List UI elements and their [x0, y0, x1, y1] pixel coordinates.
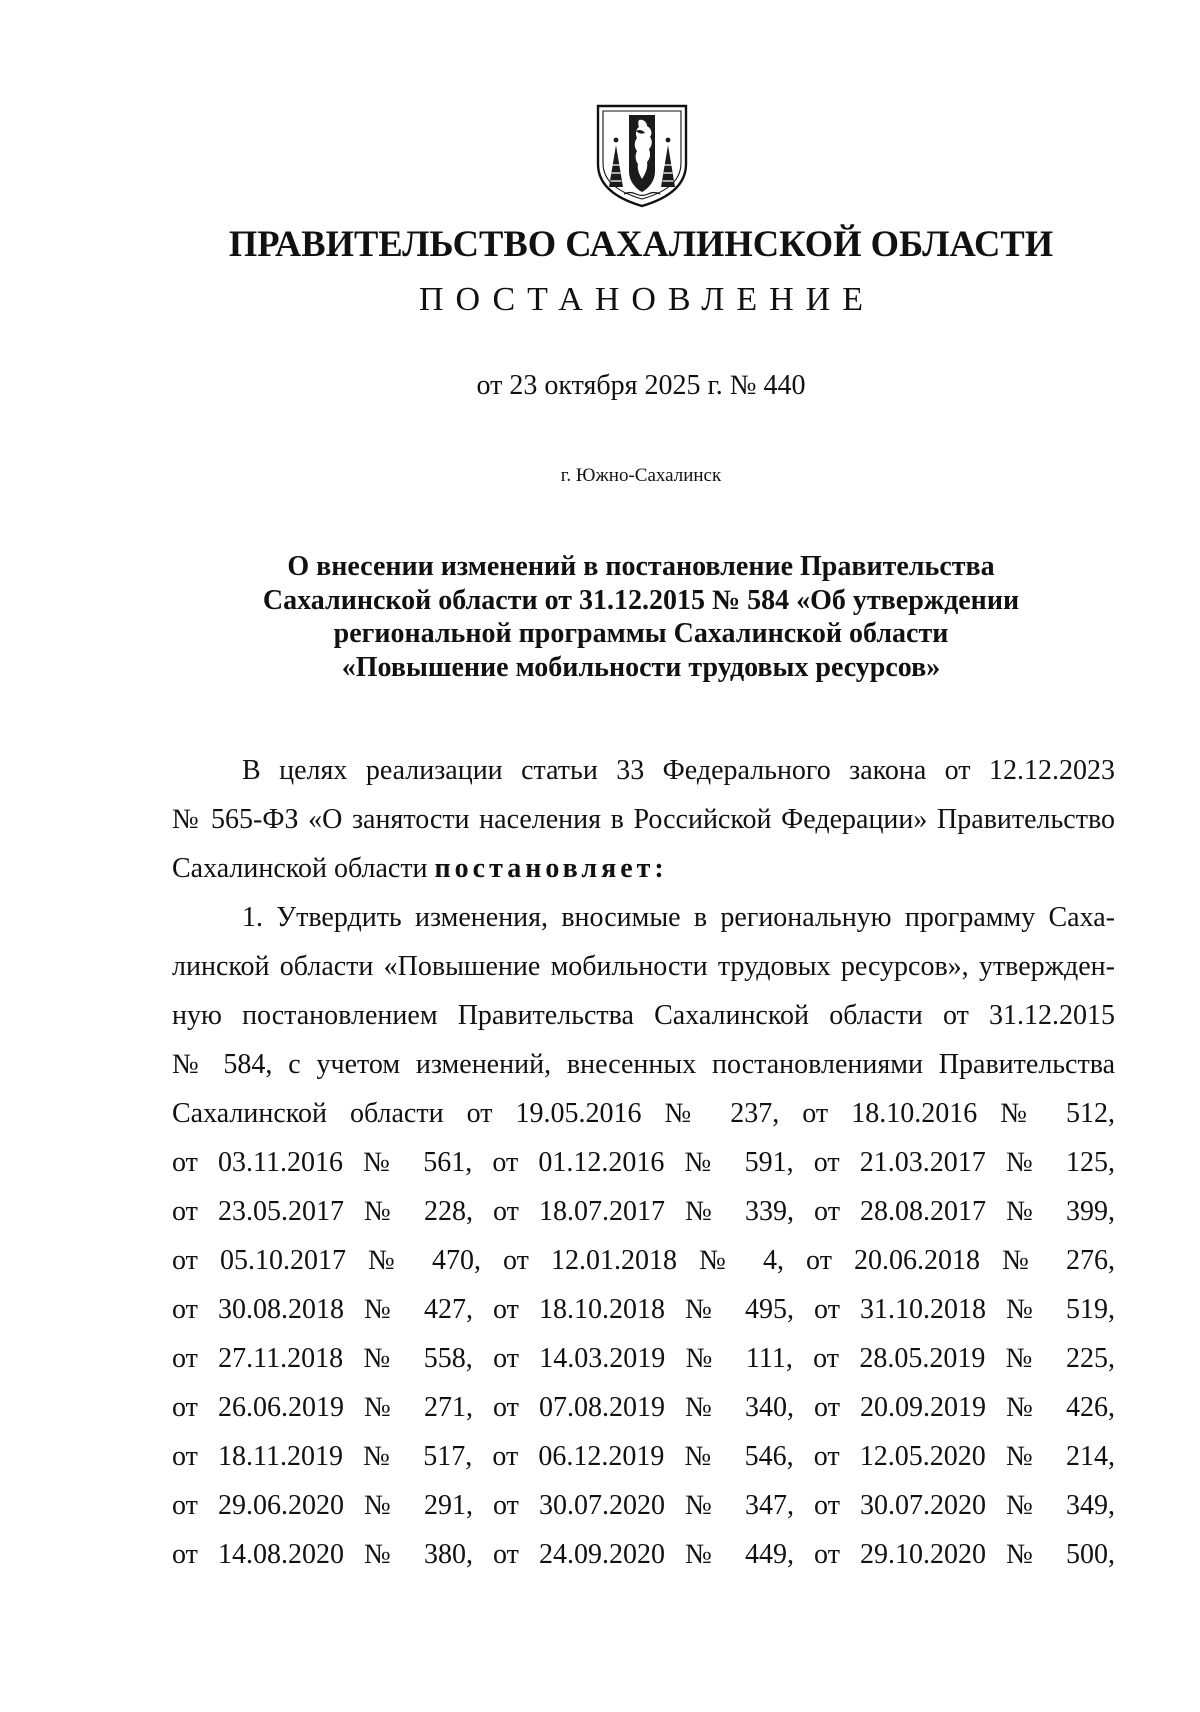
title-line: Сахалинской области от 31.12.2015 № 584 «Об утверждении [262, 584, 1020, 616]
body-line: Сахалинской области от 19.05.2016 № 237, от 18.10.2016 № 512, [172, 1098, 1115, 1129]
body-line: 1. Утвердить изменения, вносимые в региональную программу Саха- [242, 902, 1115, 933]
title-line: «Повышение мобильности трудовых ресурсов» [341, 651, 941, 683]
decree-word: постановляет: [434, 853, 668, 884]
body-line: от 26.06.2019 № 271, от 07.08.2019 № 340, от 20.09.2019 № 426, [172, 1392, 1115, 1423]
body-line: № 565-ФЗ «О занятости населения в Российской Федерации» Правительство [172, 804, 1115, 835]
body-line: от 18.11.2019 № 517, от 06.12.2019 № 546, от 12.05.2020 № 214, [172, 1441, 1115, 1472]
body-line: от 03.11.2016 № 561, от 01.12.2016 № 591, от 21.03.2017 № 125, [172, 1147, 1115, 1178]
document-title [141, 550, 1141, 684]
body-line-text: Сахалинской области [172, 853, 428, 884]
body-line [172, 844, 1115, 893]
body-line: от 27.11.2018 № 558, от 14.03.2019 № 111, от 28.05.2019 № 225, [172, 1343, 1115, 1374]
document-type-text: ПОСТАНОВЛЕНИЕ [418, 281, 876, 318]
coat-of-arms-icon [595, 103, 689, 209]
body-line: В целях реализации статьи 33 Федерального закона от 12.12.2023 [242, 755, 1115, 786]
title-line: региональной программы Сахалинской области [333, 618, 949, 650]
document-city: г. Южно-Сахалинск [560, 465, 722, 486]
authority-name: ПРАВИТЕЛЬСТВО САХАЛИНСКОЙ ОБЛАСТИ [228, 223, 1054, 264]
document-date-number: от 23 октября 2025 г. № 440 [476, 370, 806, 401]
body-line: от 14.08.2020 № 380, от 24.09.2020 № 449, от 29.10.2020 № 500, [172, 1539, 1115, 1570]
document-body [172, 746, 1115, 1579]
body-line: от 30.08.2018 № 427, от 18.10.2018 № 495, от 31.10.2018 № 519, [172, 1294, 1115, 1325]
body-line: от 23.05.2017 № 228, от 18.07.2017 № 339, от 28.08.2017 № 399, [172, 1196, 1115, 1227]
body-line: линской области «Повышение мобильности трудовых ресурсов», утвержден- [172, 951, 1115, 982]
document-type [141, 280, 1141, 320]
title-line: О внесении изменений в постановление Правительства [287, 551, 995, 582]
body-line: № 584, с учетом изменений, внесенных постановлениями Правительства [172, 1049, 1115, 1080]
body-line: от 05.10.2017 № 470, от 12.01.2018 № 4, от 20.06.2018 № 276, [172, 1245, 1115, 1276]
body-line: ную постановлением Правительства Сахалинской области от 31.12.2015 [172, 1000, 1115, 1031]
body-line: от 29.06.2020 № 291, от 30.07.2020 № 347, от 30.07.2020 № 349, [172, 1490, 1115, 1521]
